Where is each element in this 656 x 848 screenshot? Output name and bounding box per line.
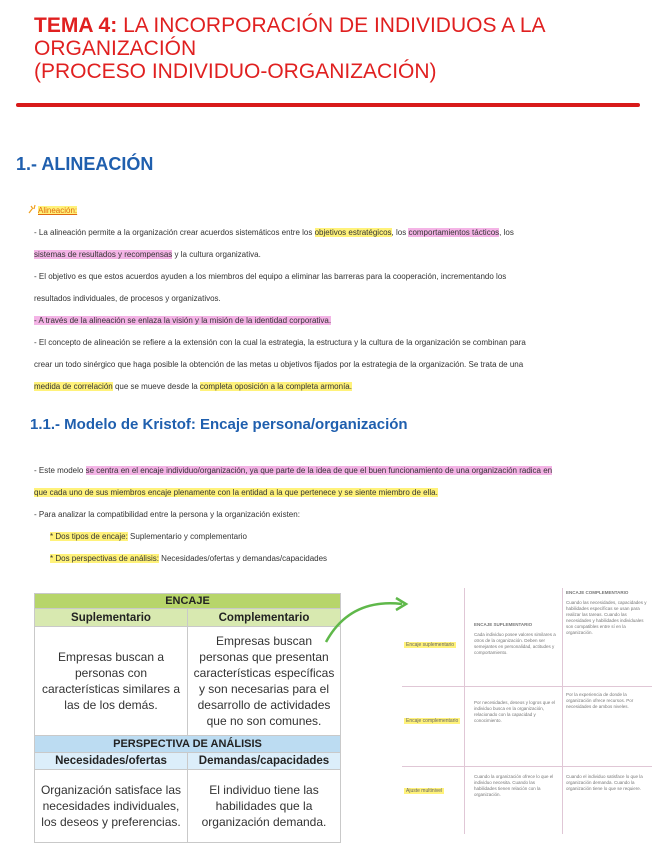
encaje-header: ENCAJE bbox=[35, 594, 341, 609]
demandas-cell: El individuo tiene las habilidades que la organización demanda. bbox=[188, 770, 341, 843]
sparkle-icon bbox=[28, 204, 38, 214]
title-divider bbox=[16, 103, 640, 107]
encaje-diagram bbox=[402, 588, 652, 834]
title-line1: LA INCORPORACIÓN DE INDIVIDUOS A LA bbox=[117, 14, 546, 37]
complementario-cell: Empresas buscan personas que presentan características específicas y son necesarias para el desarrollo de actividades que no son comunes. bbox=[188, 627, 341, 736]
alineacion-paragraph-1: - La alineación permite a la organización crear acuerdos sistemáticos entre los objetivos estratégicos, los comportamientos tácticos, los bbox=[34, 228, 514, 237]
document-title bbox=[34, 14, 634, 83]
diagram-text-c: Por necesidades, deseos y logros que el individuo busca en la organización, relacionado con la capacidad y conocimiento. bbox=[474, 700, 556, 723]
alineacion-paragraph-5: - A través de la alineación se enlaza la visión y la misión de la identidad corporativa. bbox=[34, 316, 332, 325]
diagram-row1-label: Encaje suplementario bbox=[406, 642, 455, 648]
kristof-paragraph-2: que cada uno de sus miembros encaje plenamente con la entidad a la que pertenece y se siente miembro de ella. bbox=[34, 488, 438, 497]
suplementario-cell: Empresas buscan a personas con características similares a las de los demás. bbox=[35, 627, 188, 736]
complementario-header: Complementario bbox=[188, 609, 341, 627]
section-heading-kristof: 1.1.- Modelo de Kristof: Encaje persona/organización bbox=[30, 416, 408, 433]
section-heading-alineacion: 1.- ALINEACIÓN bbox=[16, 154, 154, 174]
alineacion-paragraph-2: sistemas de resultados y recompensas y la cultura organizativa. bbox=[34, 250, 261, 259]
perspectiva-header: PERSPECTIVA DE ANÁLISIS bbox=[35, 736, 341, 753]
kristof-bullet-2: * Dos perspectivas de análisis: Necesidades/ofertas y demandas/capacidades bbox=[50, 554, 328, 563]
alineacion-paragraph-6: - El concepto de alineación se refiere a la extensión con la cual la estrategia, la estructura y la cultura de la organización se combinan para bbox=[34, 338, 526, 347]
alineacion-paragraph-3: - El objetivo es que estos acuerdos ayuden a los miembros del equipo a eliminar las barreras para la cooperación, incrementando los bbox=[34, 272, 507, 281]
alineacion-paragraph-4: resultados individuales, de procesos y organizativos. bbox=[34, 294, 221, 303]
alineacion-paragraph-7: crear un todo sinérgico que haga posible la obtención de las metas u objetivos fijados por la estrategia de la organización. Se trata de una bbox=[34, 360, 524, 369]
necesidades-header: Necesidades/ofertas bbox=[35, 753, 188, 770]
necesidades-cell: Organización satisface las necesidades individuales, los deseos y preferencias. bbox=[35, 770, 188, 843]
green-arrow-icon bbox=[320, 590, 410, 650]
diagram-col-head-b: ENCAJE COMPLEMENTARIO bbox=[566, 590, 629, 595]
title-line2: ORGANIZACIÓN bbox=[34, 37, 197, 60]
alineacion-paragraph-8: medida de correlación que se mueve desde la completa oposición a la completa armonía. bbox=[34, 382, 352, 391]
title-prefix: TEMA 4: bbox=[34, 14, 118, 37]
encaje-table bbox=[34, 593, 341, 843]
diagram-text-a: Cada individuo posee valores similares a otros de la organización. Deben ser semejantes en personalidad, actitudes y comportamiento. bbox=[474, 632, 556, 655]
diagram-text-e: Cuando la organización ofrece lo que el individuo necesita. Cuando las habilidades tienen relación con la organización. bbox=[474, 774, 554, 797]
suplementario-header: Suplementario bbox=[35, 609, 188, 627]
diagram-text-d: Por la experiencia de donde la organización ofrece recursos. Por necesidades de ambos niveles. bbox=[566, 692, 634, 709]
alineacion-label: Alineación: bbox=[38, 206, 78, 215]
diagram-row3-label: Ajuste multinivel bbox=[406, 788, 443, 794]
title-line3: (PROCESO INDIVIDUO-ORGANIZACIÓN) bbox=[34, 60, 437, 83]
diagram-text-b: Cuando las necesidades, capacidades y habilidades específicas se usan para realizar las tareas. Cuando las necesidades y habilidades individuales son compatibles entre sí en la organización. bbox=[566, 600, 647, 635]
demandas-header: Demandas/capacidades bbox=[188, 753, 341, 770]
diagram-row2-label: Encaje complementario bbox=[406, 718, 459, 724]
diagram-text-f: Cuando el individuo satisface lo que la organización demanda. Cuando la organización tiene lo que se requiere. bbox=[566, 774, 643, 791]
kristof-bullet-1: * Dos tipos de encaje: Suplementario y complementario bbox=[50, 532, 247, 541]
diagram-col-head-a: ENCAJE SUPLEMENTARIO bbox=[474, 622, 533, 627]
kristof-paragraph-3: - Para analizar la compatibilidad entre la persona y la organización existen: bbox=[34, 510, 300, 519]
kristof-paragraph-1: - Este modelo se centra en el encaje individuo/organización, ya que parte de la idea de que el buen funcionamiento de una organización radica en bbox=[34, 466, 553, 475]
